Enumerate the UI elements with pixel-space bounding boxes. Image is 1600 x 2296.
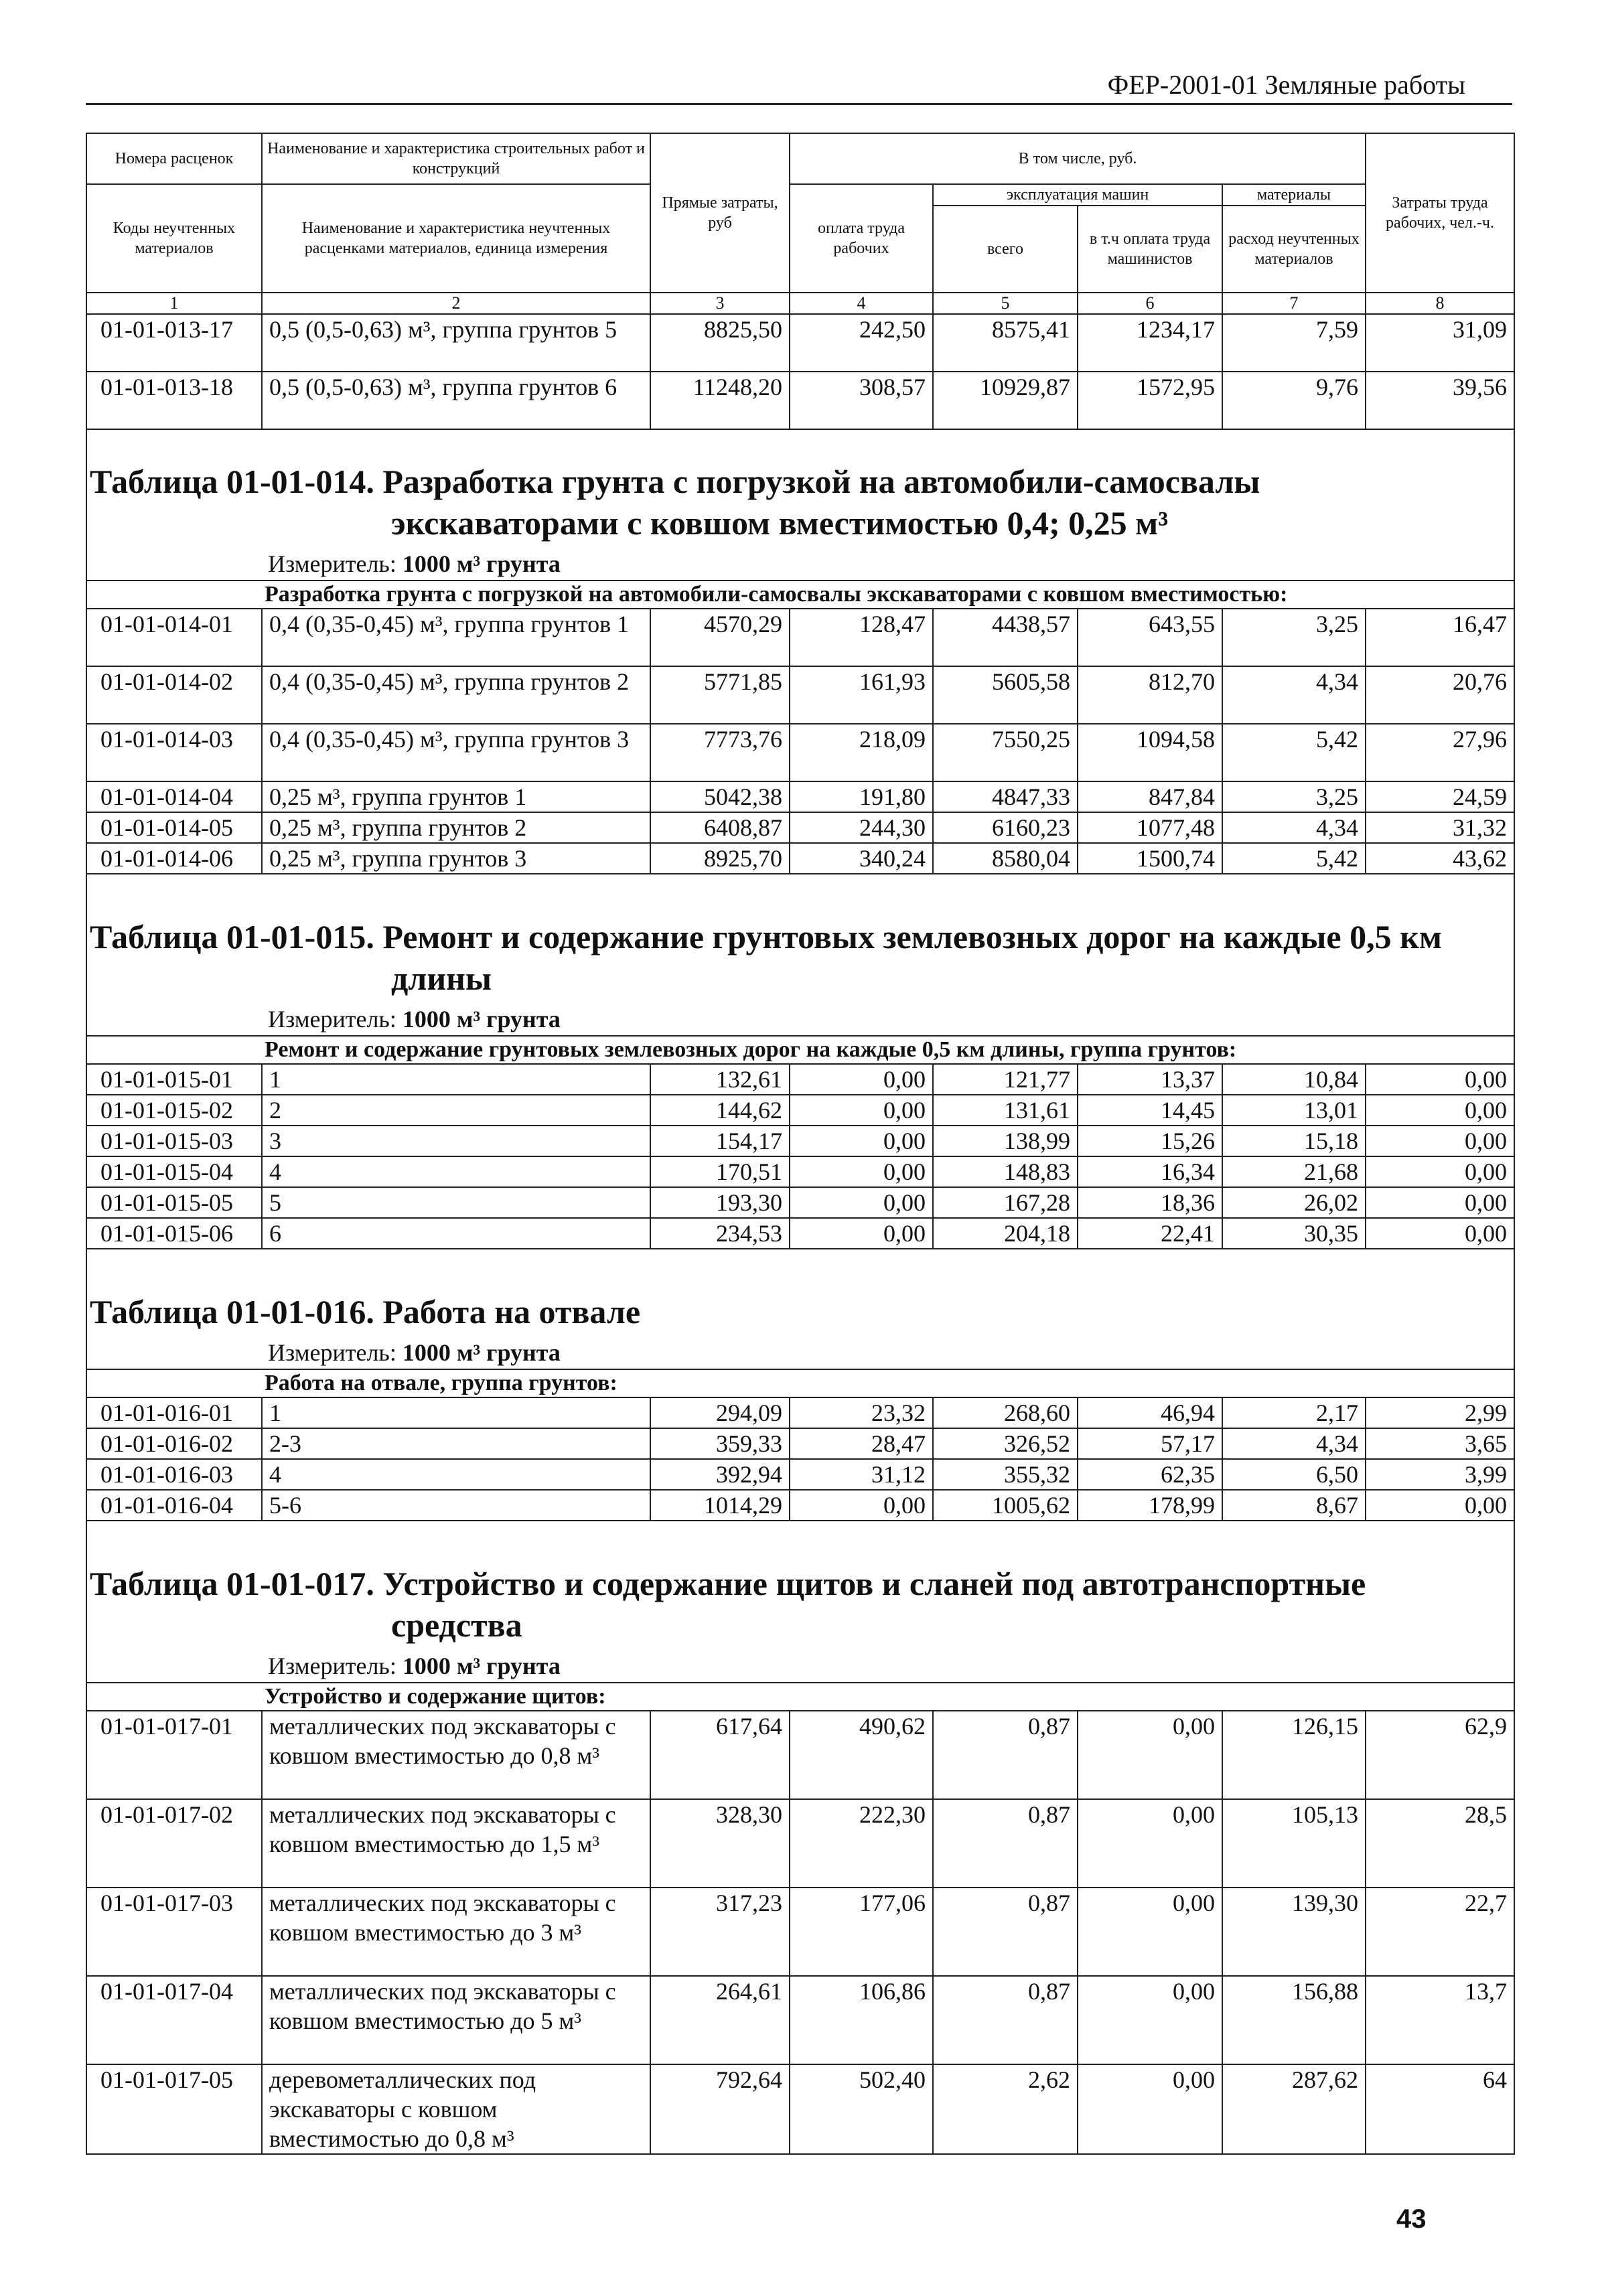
measurement-unit [86, 999, 1514, 1036]
table-row [86, 1799, 1514, 1888]
cost-value: 0,00 [1366, 1095, 1514, 1126]
work-description: 0,4 (0,35-0,45) м³, группа грунтов 3 [262, 724, 650, 781]
cost-value: 28,47 [790, 1428, 933, 1459]
cost-value: 31,12 [790, 1459, 933, 1490]
cost-value: 64 [1366, 2064, 1514, 2154]
cost-value: 131,61 [933, 1095, 1078, 1126]
cost-value: 22,41 [1078, 1218, 1222, 1249]
cost-value: 355,32 [933, 1459, 1078, 1490]
rate-code: 01-01-015-05 [86, 1187, 262, 1218]
column-number: 8 [1366, 293, 1514, 314]
cost-value: 792,64 [650, 2064, 790, 2154]
work-description: 1 [262, 1064, 650, 1095]
cost-value: 0,00 [1078, 2064, 1222, 2154]
work-description: 6 [262, 1218, 650, 1249]
table-title-text: Таблица 01-01-014. Разработка грунта с погрузкой на автомобили-самосвалы [90, 463, 1260, 500]
cost-value: 5605,58 [933, 666, 1078, 724]
cost-value: 5042,38 [650, 781, 790, 812]
unit-value: 1000 м³ грунта [402, 1339, 561, 1366]
cost-value: 128,47 [790, 609, 933, 666]
cost-value: 4438,57 [933, 609, 1078, 666]
header-row-2 [86, 184, 1514, 206]
spacer-row [86, 1521, 1514, 1559]
table-title-text: Таблица 01-01-017. Устройство и содержание щитов и слaней под автотранспортные [90, 1565, 1366, 1602]
cost-value: 28,5 [1366, 1799, 1514, 1888]
cost-value: 22,7 [1366, 1888, 1514, 1976]
price-table-sheet [86, 133, 1514, 2155]
cost-value: 121,77 [933, 1064, 1078, 1095]
cost-value: 287,62 [1222, 2064, 1366, 2154]
header-including: В том числе, руб. [790, 133, 1366, 184]
cost-value: 0,00 [1366, 1187, 1514, 1218]
cost-value: 1014,29 [650, 1490, 790, 1521]
cost-value: 46,94 [1078, 1397, 1222, 1428]
table-title-row [86, 457, 1514, 544]
rate-code: 01-01-017-02 [86, 1799, 262, 1888]
cost-value: 5,42 [1222, 843, 1366, 874]
cost-value: 326,52 [933, 1428, 1078, 1459]
rate-code: 01-01-016-03 [86, 1459, 262, 1490]
table-row [86, 1711, 1514, 1799]
section-code-blank [86, 1036, 262, 1064]
measurement-unit [86, 1332, 1514, 1369]
rate-code: 01-01-014-02 [86, 666, 262, 724]
work-description: 0,25 м³, группа грунтов 1 [262, 781, 650, 812]
cost-value: 0,00 [1366, 1156, 1514, 1187]
column-number-row [86, 293, 1514, 314]
cost-value: 39,56 [1366, 372, 1514, 429]
table-title-continuation: длины [391, 960, 492, 997]
cost-value: 1005,62 [933, 1490, 1078, 1521]
rate-code: 01-01-014-06 [86, 843, 262, 874]
table-row [86, 1095, 1514, 1126]
cost-value: 4,34 [1222, 666, 1366, 724]
cost-value: 191,80 [790, 781, 933, 812]
cost-value: 26,02 [1222, 1187, 1366, 1218]
cost-value: 193,30 [650, 1187, 790, 1218]
cost-value: 27,96 [1366, 724, 1514, 781]
price-table-body [86, 133, 1514, 2155]
cost-value: 43,62 [1366, 843, 1514, 874]
column-number: 7 [1222, 293, 1366, 314]
table-row [86, 314, 1514, 372]
cost-value: 0,00 [790, 1490, 933, 1521]
cost-value: 317,23 [650, 1888, 790, 1976]
rate-code: 01-01-014-04 [86, 781, 262, 812]
cost-value: 0,00 [790, 1187, 933, 1218]
cost-value: 4,34 [1222, 1428, 1366, 1459]
section-row [86, 1683, 1514, 1711]
work-description: 5-6 [262, 1490, 650, 1521]
rate-code: 01-01-017-04 [86, 1976, 262, 2064]
rate-code: 01-01-014-05 [86, 812, 262, 843]
cost-value: 3,99 [1366, 1459, 1514, 1490]
header-name-top: Наименование и характеристика строительных работ и конструкций [262, 133, 650, 184]
cost-value: 13,01 [1222, 1095, 1366, 1126]
cost-value: 0,00 [790, 1156, 933, 1187]
table-row [86, 1490, 1514, 1521]
cost-value: 16,34 [1078, 1156, 1222, 1187]
measurement-unit [86, 544, 1514, 581]
cost-value: 18,36 [1078, 1187, 1222, 1218]
table-row [86, 724, 1514, 781]
unit-label: Измеритель: [268, 1006, 403, 1032]
cost-value: 0,87 [933, 1799, 1078, 1888]
cost-value: 1572,95 [1078, 372, 1222, 429]
cost-value: 340,24 [790, 843, 933, 874]
unit-value: 1000 м³ грунта [402, 550, 561, 577]
column-number: 1 [86, 293, 262, 314]
table-title-row [86, 1559, 1514, 1646]
cost-value: 0,00 [1078, 1888, 1222, 1976]
cost-value: 20,76 [1366, 666, 1514, 724]
table-row [86, 1888, 1514, 1976]
column-number: 3 [650, 293, 790, 314]
cost-value: 0,00 [1078, 1799, 1222, 1888]
cost-value: 1500,74 [1078, 843, 1222, 874]
rate-code: 01-01-015-03 [86, 1126, 262, 1156]
table-row [86, 1156, 1514, 1187]
header-machines-total: всего [933, 206, 1078, 293]
spacer [86, 1249, 1514, 1287]
cost-value: 2,17 [1222, 1397, 1366, 1428]
cost-value: 0,00 [790, 1126, 933, 1156]
cost-value: 13,7 [1366, 1976, 1514, 2064]
table-title-text: Таблица 01-01-016. Работа на отвале [90, 1293, 641, 1330]
unit-value: 1000 м³ грунта [402, 1006, 561, 1032]
cost-value: 490,62 [790, 1711, 933, 1799]
work-description: металлических под экскаваторы с ковшом вместимостью до 1,5 м³ [262, 1799, 650, 1888]
work-description: 3 [262, 1126, 650, 1156]
cost-value: 31,32 [1366, 812, 1514, 843]
cost-value: 308,57 [790, 372, 933, 429]
table-title [86, 1559, 1514, 1646]
header-labor: Затраты труда рабочих, чел.-ч. [1366, 133, 1514, 293]
cost-value: 0,00 [1366, 1490, 1514, 1521]
cost-value: 0,00 [1078, 1711, 1222, 1799]
cost-value: 3,25 [1222, 781, 1366, 812]
spacer [86, 874, 1514, 912]
header-machines: эксплуатация машин [933, 184, 1222, 206]
header-direct-costs: Прямые затраты, руб [650, 133, 790, 293]
rate-code: 01-01-014-03 [86, 724, 262, 781]
work-description: 4 [262, 1156, 650, 1187]
cost-value: 8825,50 [650, 314, 790, 372]
cost-value: 6,50 [1222, 1459, 1366, 1490]
table-title-text: Таблица 01-01-015. Ремонт и содержание грунтовых землевозных дорог на каждые 0,5 км [90, 918, 1442, 955]
cost-value: 0,00 [790, 1218, 933, 1249]
cost-value: 9,76 [1222, 372, 1366, 429]
cost-value: 148,83 [933, 1156, 1078, 1187]
work-description: 2 [262, 1095, 650, 1126]
cost-value: 6408,87 [650, 812, 790, 843]
table-title [86, 457, 1514, 544]
cost-value: 242,50 [790, 314, 933, 372]
cost-value: 139,30 [1222, 1888, 1366, 1976]
rate-code: 01-01-013-17 [86, 314, 262, 372]
header-codes-bottom: Коды неучтенных материалов [86, 184, 262, 293]
cost-value: 643,55 [1078, 609, 1222, 666]
spacer-row [86, 2154, 1514, 2155]
unit-label: Измеритель: [268, 1653, 403, 1679]
rate-code: 01-01-016-01 [86, 1397, 262, 1428]
cost-value: 13,37 [1078, 1064, 1222, 1095]
work-description: 1 [262, 1397, 650, 1428]
header-materials-use: расход неучтенных материалов [1222, 206, 1366, 293]
rate-code: 01-01-016-04 [86, 1490, 262, 1521]
cost-value: 218,09 [790, 724, 933, 781]
rate-code: 01-01-015-01 [86, 1064, 262, 1095]
table-row [86, 1428, 1514, 1459]
work-description: металлических под экскаваторы с ковшом вместимостью до 3 м³ [262, 1888, 650, 1976]
page-number: 43 [1396, 2204, 1427, 2234]
spacer [86, 2154, 1514, 2155]
cost-value: 6160,23 [933, 812, 1078, 843]
cost-value: 0,00 [1366, 1064, 1514, 1095]
cost-value: 5771,85 [650, 666, 790, 724]
work-description: 4 [262, 1459, 650, 1490]
cost-value: 294,09 [650, 1397, 790, 1428]
rate-code: 01-01-015-02 [86, 1095, 262, 1126]
table-title-row [86, 912, 1514, 999]
work-description: 0,5 (0,5-0,63) м³, группа грунтов 6 [262, 372, 650, 429]
header-name-bottom: Наименование и характеристика неучтенных расценками материалов, единица измерения [262, 184, 650, 293]
table-title [86, 1287, 1514, 1332]
header-operators-pay: в т.ч оплата труда машинистов [1078, 206, 1222, 293]
header-codes-top: Номера расценок [86, 133, 262, 184]
work-description: 0,25 м³, группа грунтов 2 [262, 812, 650, 843]
column-number: 5 [933, 293, 1078, 314]
table-row [86, 1976, 1514, 2064]
table-row [86, 1187, 1514, 1218]
section-heading: Разработка грунта с погрузкой на автомобили-самосвалы экскаваторами с ковшом вместимостью: [262, 581, 1514, 609]
work-description: 0,5 (0,5-0,63) м³, группа грунтов 5 [262, 314, 650, 372]
cost-value: 4,34 [1222, 812, 1366, 843]
cost-value: 0,00 [790, 1095, 933, 1126]
cost-value: 105,13 [1222, 1799, 1366, 1888]
section-code-blank [86, 1683, 262, 1711]
table-row [86, 2064, 1514, 2154]
cost-value: 154,17 [650, 1126, 790, 1156]
cost-value: 1094,58 [1078, 724, 1222, 781]
cost-value: 502,40 [790, 2064, 933, 2154]
table-title-continuation: средства [391, 1606, 522, 1644]
unit-row [86, 544, 1514, 581]
unit-row [86, 1646, 1514, 1683]
cost-value: 126,15 [1222, 1711, 1366, 1799]
cost-value: 0,00 [1078, 1976, 1222, 2064]
cost-value: 234,53 [650, 1218, 790, 1249]
cost-value: 204,18 [933, 1218, 1078, 1249]
cost-value: 4847,33 [933, 781, 1078, 812]
section-code-blank [86, 581, 262, 609]
cost-value: 23,32 [790, 1397, 933, 1428]
spacer [86, 429, 1514, 457]
unit-label: Измеритель: [268, 1339, 403, 1366]
work-description: 0,4 (0,35-0,45) м³, группа грунтов 1 [262, 609, 650, 666]
cost-value: 0,00 [1366, 1126, 1514, 1156]
cost-value: 392,94 [650, 1459, 790, 1490]
cost-value: 1077,48 [1078, 812, 1222, 843]
cost-value: 10,84 [1222, 1064, 1366, 1095]
cost-value: 16,47 [1366, 609, 1514, 666]
cost-value: 24,59 [1366, 781, 1514, 812]
cost-value: 3,65 [1366, 1428, 1514, 1459]
cost-value: 7550,25 [933, 724, 1078, 781]
table-row [86, 1459, 1514, 1490]
rate-code: 01-01-017-03 [86, 1888, 262, 1976]
cost-value: 8575,41 [933, 314, 1078, 372]
rate-code: 01-01-016-02 [86, 1428, 262, 1459]
rate-code: 01-01-013-18 [86, 372, 262, 429]
cost-value: 21,68 [1222, 1156, 1366, 1187]
header-materials: материалы [1222, 184, 1366, 206]
cost-value: 15,26 [1078, 1126, 1222, 1156]
running-header [86, 72, 1512, 105]
cost-value: 7,59 [1222, 314, 1366, 372]
table-row [86, 609, 1514, 666]
cost-value: 138,99 [933, 1126, 1078, 1156]
cost-value: 0,87 [933, 1711, 1078, 1799]
table-row [86, 781, 1514, 812]
cost-value: 106,86 [790, 1976, 933, 2064]
table-row [86, 666, 1514, 724]
rate-code: 01-01-014-01 [86, 609, 262, 666]
cost-value: 167,28 [933, 1187, 1078, 1218]
measurement-unit [86, 1646, 1514, 1683]
table-row [86, 843, 1514, 874]
table-title-continuation: экскаваторами с ковшом вместимостью 0,4; 0,25 м³ [391, 504, 1169, 542]
cost-value: 617,64 [650, 1711, 790, 1799]
cost-value: 30,35 [1222, 1218, 1366, 1249]
section-heading: Ремонт и содержание грунтовых землевозных дорог на каждые 0,5 км длины, группа грунтов: [262, 1036, 1514, 1064]
work-description: деревометаллических под экскаваторы с ковшом вместимостью до 0,8 м³ [262, 2064, 650, 2154]
section-code-blank [86, 1369, 262, 1397]
cost-value: 0,87 [933, 1976, 1078, 2064]
cost-value: 0,87 [933, 1888, 1078, 1976]
cost-value: 156,88 [1222, 1976, 1366, 2064]
section-heading: Устройство и содержание щитов: [262, 1683, 1514, 1711]
rate-code: 01-01-015-04 [86, 1156, 262, 1187]
section-row [86, 1369, 1514, 1397]
cost-value: 132,61 [650, 1064, 790, 1095]
section-row [86, 1036, 1514, 1064]
cost-value: 812,70 [1078, 666, 1222, 724]
cost-value: 14,45 [1078, 1095, 1222, 1126]
cost-value: 847,84 [1078, 781, 1222, 812]
column-number: 6 [1078, 293, 1222, 314]
section-heading: Работа на отвале, группа грунтов: [262, 1369, 1514, 1397]
spacer-row [86, 1249, 1514, 1287]
cost-value: 31,09 [1366, 314, 1514, 372]
section-row [86, 581, 1514, 609]
cost-value: 0,00 [1366, 1218, 1514, 1249]
cost-value: 328,30 [650, 1799, 790, 1888]
cost-value: 178,99 [1078, 1490, 1222, 1521]
rate-code: 01-01-015-06 [86, 1218, 262, 1249]
work-description: 0,25 м³, группа грунтов 3 [262, 843, 650, 874]
unit-row [86, 1332, 1514, 1369]
cost-value: 8,67 [1222, 1490, 1366, 1521]
cost-value: 144,62 [650, 1095, 790, 1126]
table-row [86, 1126, 1514, 1156]
cost-value: 2,62 [933, 2064, 1078, 2154]
spacer [86, 1521, 1514, 1559]
unit-value: 1000 м³ грунта [402, 1653, 561, 1679]
cost-value: 170,51 [650, 1156, 790, 1187]
spacer-row [86, 874, 1514, 912]
cost-value: 359,33 [650, 1428, 790, 1459]
spacer-row [86, 429, 1514, 457]
unit-label: Измеритель: [268, 550, 403, 577]
header-row-1 [86, 133, 1514, 184]
work-description: 0,4 (0,35-0,45) м³, группа грунтов 2 [262, 666, 650, 724]
table-row [86, 1218, 1514, 1249]
cost-value: 62,35 [1078, 1459, 1222, 1490]
cost-value: 222,30 [790, 1799, 933, 1888]
cost-value: 3,25 [1222, 609, 1366, 666]
work-description: металлических под экскаваторы с ковшом вместимостью до 5 м³ [262, 1976, 650, 2064]
cost-value: 8580,04 [933, 843, 1078, 874]
table-row [86, 812, 1514, 843]
cost-value: 10929,87 [933, 372, 1078, 429]
cost-value: 0,00 [790, 1064, 933, 1095]
work-description: металлических под экскаваторы с ковшом вместимостью до 0,8 м³ [262, 1711, 650, 1799]
work-description: 2-3 [262, 1428, 650, 1459]
cost-value: 161,93 [790, 666, 933, 724]
cost-value: 4570,29 [650, 609, 790, 666]
price-table [86, 133, 1515, 2155]
cost-value: 8925,70 [650, 843, 790, 874]
header-title: ФЕР-2001-01 Земляные работы [1107, 70, 1465, 100]
cost-value: 57,17 [1078, 1428, 1222, 1459]
table-row [86, 372, 1514, 429]
table-title [86, 912, 1514, 999]
cost-value: 62,9 [1366, 1711, 1514, 1799]
cost-value: 268,60 [933, 1397, 1078, 1428]
cost-value: 244,30 [790, 812, 933, 843]
cost-value: 264,61 [650, 1976, 790, 2064]
cost-value: 177,06 [790, 1888, 933, 1976]
unit-row [86, 999, 1514, 1036]
table-title-row [86, 1287, 1514, 1332]
cost-value: 11248,20 [650, 372, 790, 429]
cost-value: 2,99 [1366, 1397, 1514, 1428]
cost-value: 15,18 [1222, 1126, 1366, 1156]
rate-code: 01-01-017-01 [86, 1711, 262, 1799]
header-worker-pay: оплата труда рабочих [790, 184, 933, 293]
table-row [86, 1397, 1514, 1428]
cost-value: 7773,76 [650, 724, 790, 781]
table-row [86, 1064, 1514, 1095]
column-number: 4 [790, 293, 933, 314]
cost-value: 1234,17 [1078, 314, 1222, 372]
column-number: 2 [262, 293, 650, 314]
work-description: 5 [262, 1187, 650, 1218]
rate-code: 01-01-017-05 [86, 2064, 262, 2154]
cost-value: 5,42 [1222, 724, 1366, 781]
